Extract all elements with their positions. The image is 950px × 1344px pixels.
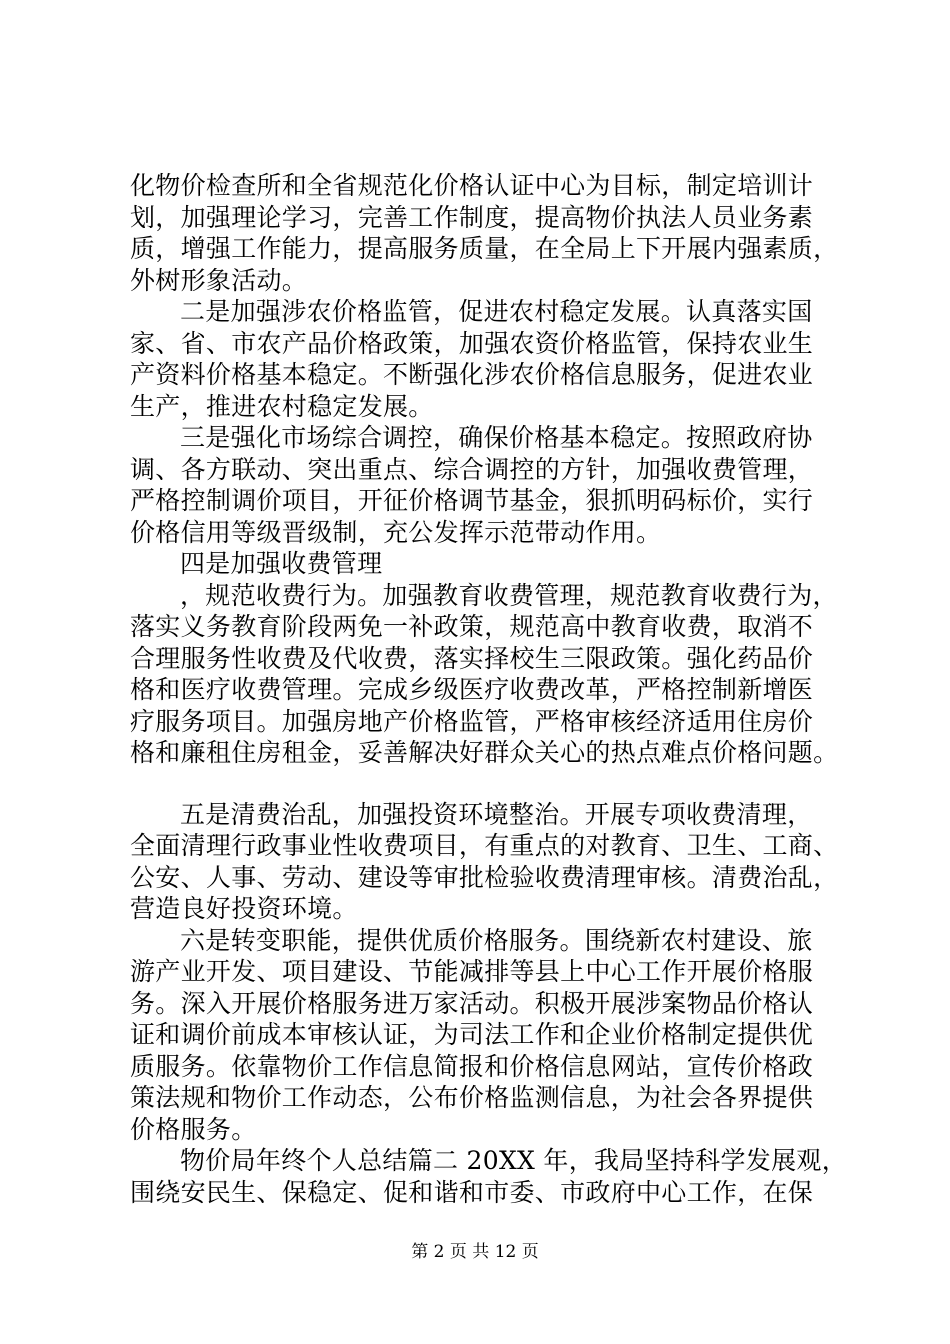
- text-line: 营造良好投资环境。: [130, 894, 358, 923]
- text-line: 家、省、市农产品价格政策，加强农资价格监管，保持农业生: [130, 328, 814, 358]
- text-line: 格和医疗收费管理。完成乡级医疗收费改革，严格控制新增医: [130, 675, 814, 704]
- text-line: 全面清理行政事业性收费项目，有重点的对教育、卫生、工商、: [130, 831, 839, 860]
- text-line: 三是强化市场综合调控，确保价格基本稳定。按照政府协: [180, 423, 813, 452]
- text-line: 游产业开发、项目建设、节能减排等县上中心工作开展价格服: [130, 957, 814, 986]
- text-line: 质服务。依靠物价工作信息简报和价格信息网站，宣传价格政: [130, 1051, 814, 1081]
- text-line: 合理服务性收费及代收费，落实择校生三限政策。强化药品价: [130, 643, 814, 673]
- text-line: 六是转变职能，提供优质价格服务。围绕新农村建设、旅: [180, 925, 813, 955]
- text-line: 二是加强涉农价格监管，促进农村稳定发展。认真落实国: [180, 297, 813, 326]
- text-line: 划，加强理论学习，完善工作制度，提高物价执法人员业务素: [130, 202, 814, 232]
- text-line: 外树形象活动。: [130, 265, 308, 295]
- text-line: 务。深入开展价格服务进万家活动。积极开展涉案物品价格认: [130, 988, 814, 1018]
- text-line: 四是加强收费管理: [180, 549, 383, 578]
- text-line: 生产，推进农村稳定发展。: [130, 391, 434, 421]
- text-line: 调、各方联动、突出重点、综合调控的方针，加强收费管理，: [130, 454, 814, 484]
- text-line: 证和调价前成本审核认证，为司法工作和企业价格制定提供优: [130, 1020, 814, 1049]
- text-line: 公安、人事、劳动、建设等审批检验收费清理审核。清费治乱，: [130, 862, 839, 892]
- paragraph-gap: [130, 769, 830, 799]
- text-line: ，规范收费行为。加强教育收费管理，规范教育收费行为，: [180, 580, 838, 610]
- text-line: 质，增强工作能力，提高服务质量，在全局上下开展内强素质，: [130, 234, 839, 263]
- text-line: 格和廉租住房租金，妥善解决好群众关心的热点难点价格问题。: [130, 738, 839, 767]
- text-line: 五是清费治乱，加强投资环境整治。开展专项收费清理，: [180, 799, 813, 829]
- text-line: 化物价检查所和全省规范化价格认证中心为目标，制定培训计: [130, 171, 814, 200]
- text-line: 落实义务教育阶段两免一补政策，规范高中教育收费，取消不: [130, 612, 814, 641]
- page-number-label: 第 2 页 共 12 页: [411, 1242, 539, 1262]
- document-body: [130, 170, 848, 1208]
- text-line: 价格信用等级晋级制，充公发挥示范带动作用。: [130, 517, 662, 547]
- text-line: 产资料价格基本稳定。不断强化涉农价格信息服务，促进农业: [130, 360, 814, 389]
- text-line: 策法规和物价工作动态，公布价格监测信息，为社会各界提供: [130, 1083, 814, 1112]
- text-line: 疗服务项目。加强房地产价格监管，严格审核经济适用住房价: [130, 706, 814, 736]
- text-line: 严格控制调价项目，开征价格调节基金，狠抓明码标价，实行: [130, 486, 814, 515]
- text-line: 价格服务。: [130, 1114, 257, 1144]
- text-line: 围绕安民生、保稳定、促和谐和市委、市政府中心工作，在保: [130, 1177, 814, 1207]
- text-line: 物价局年终个人总结篇二 20XX 年，我局坚持科学发展观，: [180, 1146, 848, 1175]
- page-footer: [0, 1241, 950, 1263]
